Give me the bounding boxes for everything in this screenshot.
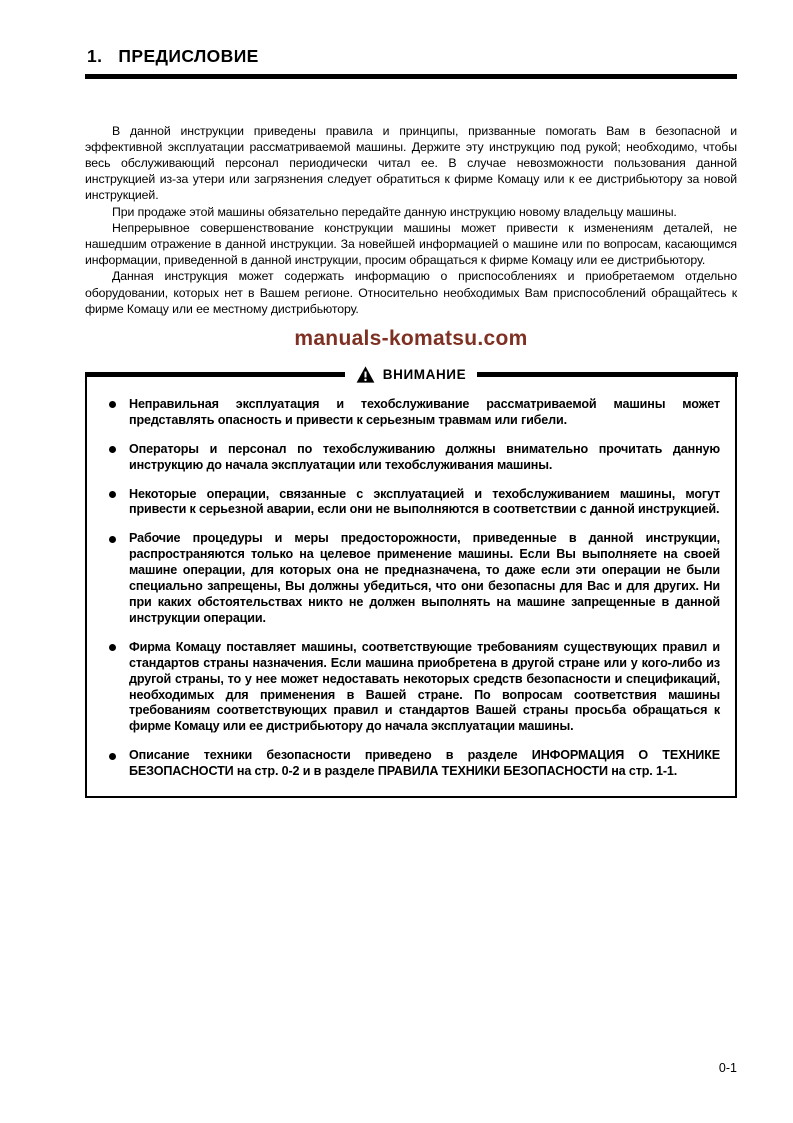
- intro-paragraph: В данной инструкции приведены правила и принципы, призванные помогать Вам в безопасной и эффективной эксплуатации рассматриваемой машины. Держите эту инструкцию под рукой; необходимо, чтобы весь обслуживающий персонал периодически читал ее. В случае невозможности пользования данной инструкцией из-за утери или загрязнения следует обратиться к фирме Комацу или к ее дистрибьютору за новой инструкцией.: [85, 123, 737, 203]
- intro-paragraph: Непрерывное совершенствование конструкции машины может привести к изменениям деталей, не нашедшим отражение в данной инструкции. За новейшей информацией о машине или по вопросам, касающимся информации, приведенной в данной инструкции, просим обращаться к фирме Комацу или ее дистрибьютору.: [85, 220, 737, 268]
- warning-item-text: Фирма Комацу поставляет машины, соответствующие требованиям существующих правил и стандартов страны назначения. Если машина приобретена в другой стране или у кого-либо из другой страны, то у нее может недоставать некоторых средств безопасности и спецификаций, необходимых для применения в Вашей стране. По вопросам соответствия машины требованиям соответствующих правил и стандартов Вашей страны просьба обращаться к фирме Комацу или ее дистрибьютору до начала эксплуатации машины.: [129, 639, 720, 734]
- warning-header-label: [345, 366, 477, 383]
- content-area: [85, 46, 737, 798]
- warning-title: ВНИМАНИЕ: [382, 367, 467, 383]
- warning-header-bar-left: [85, 372, 345, 377]
- warning-list: [100, 397, 720, 780]
- warning-item: [100, 748, 720, 780]
- bullet-icon: [109, 491, 116, 498]
- warning-item-text: Операторы и персонал по техобслуживанию должны внимательно прочитать данную инструкцию до начала эксплуатации или техобслуживания машины.: [129, 441, 720, 472]
- bullet-icon: [109, 536, 116, 543]
- heading-rule: [85, 74, 737, 79]
- section-title: ПРЕДИСЛОВИЕ: [118, 46, 259, 66]
- watermark: manuals-komatsu.com: [294, 326, 528, 350]
- warning-item-text: Некоторые операции, связанные с эксплуатацией и техобслуживанием машины, могут привести к серьезной аварии, если они не выполняются в соответствии с данной инструкцией.: [129, 486, 720, 517]
- warning-item: [100, 531, 720, 626]
- warning-item: [100, 640, 720, 735]
- page-number: 0-1: [718, 1061, 737, 1075]
- warning-header: [85, 362, 738, 388]
- bullet-icon: [109, 401, 116, 408]
- intro-paragraph: При продаже этой машины обязательно передайте данную инструкцию новому владельцу машины.: [112, 204, 677, 219]
- warning-item-text: Неправильная эксплуатация и техобслуживание рассматриваемой машины может представлять опасность и привести к серьезным травмам или гибели.: [129, 396, 720, 427]
- warning-item: [100, 442, 720, 474]
- intro-paragraph: Данная инструкция может содержать информацию о приспособлениях и приобретаемом отдельно оборудовании, которых нет в Вашем регионе. Относительно необходимых Вам приспособлений обращайтесь к фирме Комацу или ее местному дистрибьютору.: [85, 269, 737, 316]
- warning-triangle-icon: [356, 366, 375, 383]
- warning-header-bar-right: [477, 372, 737, 377]
- warning-item-text: Описание техники безопасности приведено в разделе ИНФОРМАЦИЯ О ТЕХНИКЕ БЕЗОПАСНОСТИ на стр. 0-2 и в разделе ПРАВИЛА ТЕХНИКИ БЕЗОПАСНОСТИ на стр. 1-1.: [129, 748, 720, 779]
- section-number: 1.: [87, 46, 103, 66]
- page-title: [87, 46, 737, 67]
- warning-item: [100, 397, 720, 429]
- warning-box: [85, 367, 737, 798]
- warning-item-text: Рабочие процедуры и меры предосторожности, приведенные в данной инструкции, распространяются только на целевое применение машины. Если Вы выполняете на своей машине операции, для которых она не предназначена, то даже если эти операции не были специально запрещены, Вы должны убедиться, что они безопасны для Вас и для других. Ни при каких обстоятельствах никто не должен выполнять на машине запрещенные в данной инструкции операции.: [129, 531, 720, 625]
- warning-item: [100, 487, 720, 519]
- bullet-icon: [109, 753, 116, 760]
- intro-text: [85, 123, 737, 317]
- bullet-icon: [109, 644, 116, 651]
- bullet-icon: [109, 446, 116, 453]
